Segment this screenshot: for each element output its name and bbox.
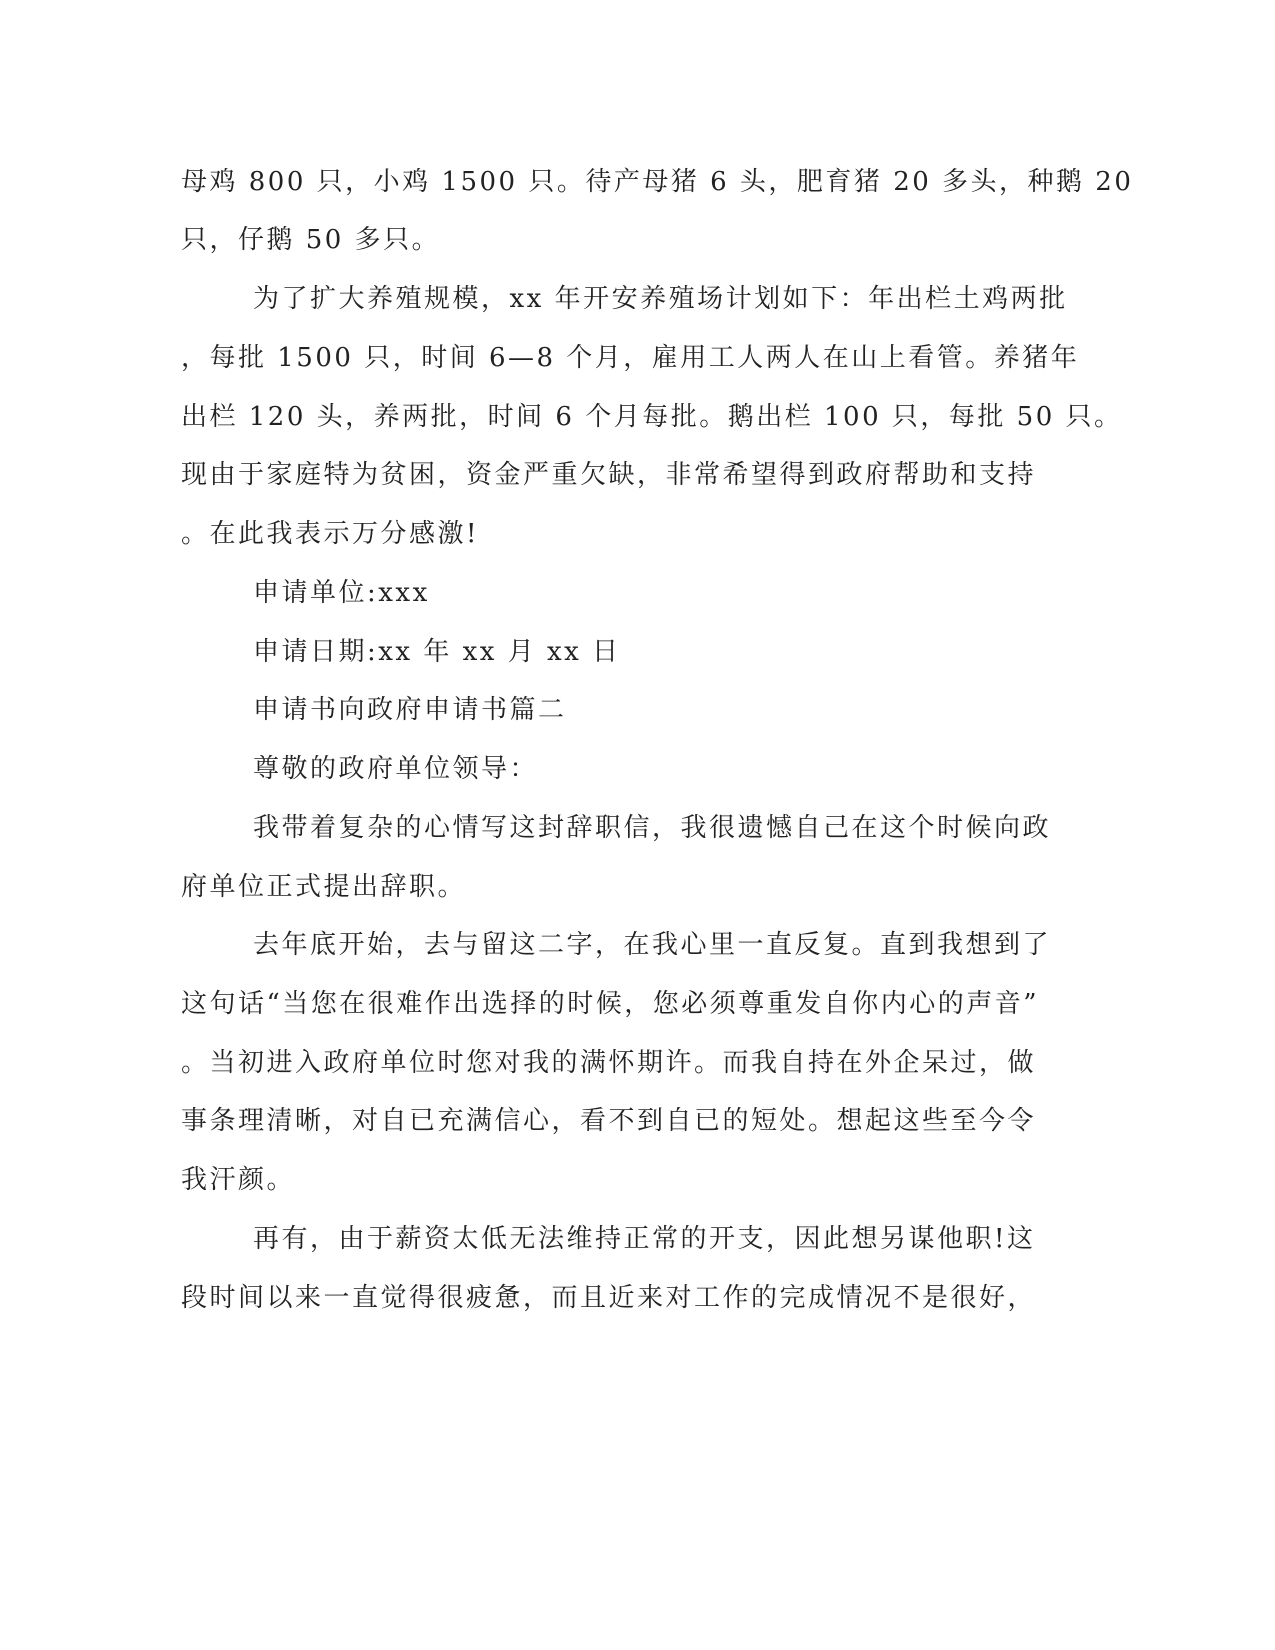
text-line: 再有，由于薪资太低无法维持正常的开支，因此想另谋他职!这 <box>253 1224 1036 1254</box>
text-line: 出栏 120 头，养两批，时间 6 个月每批。鹅出栏 100 只，每批 50 只。 <box>181 402 1123 432</box>
text-line: 事条理清晰，对自已充满信心，看不到自已的短处。想起这些至今令 <box>181 1106 1037 1136</box>
text-line: 。在此我表示万分感激! <box>181 519 479 549</box>
text-line: ，每批 1500 只，时间 6—8 个月，雇用工人两人在山上看管。养猪年 <box>181 343 1080 373</box>
text-line: 去年底开始，去与留这二字，在我心里一直反复。直到我想到了 <box>253 930 1052 960</box>
text-line: 我带着复杂的心情写这封辞职信，我很遗憾自己在这个时候向政 <box>253 813 1052 843</box>
text-line: 申请日期:xx 年 xx 月 xx 日 <box>253 637 621 667</box>
text-line: 申请单位:xxx <box>253 578 430 608</box>
text-line: 母鸡 800 只，小鸡 1500 只。待产母猪 6 头，肥育猪 20 多头，种鹅 20 <box>181 167 1134 197</box>
text-line: 这句话“当您在很难作出选择的时候，您必须尊重发自你内心的声音” <box>181 989 1040 1019</box>
text-line: 现由于家庭特为贫困，资金严重欠缺，非常希望得到政府帮助和支持 <box>181 460 1037 490</box>
text-line: 只，仔鹅 50 多只。 <box>181 225 441 255</box>
text-line: 。当初进入政府单位时您对我的满怀期许。而我自持在外企呆过，做 <box>181 1048 1037 1078</box>
text-line: 我汗颜。 <box>181 1165 296 1195</box>
text-line: 为了扩大养殖规模，xx 年开安养殖场计划如下：年出栏土鸡两批 <box>253 284 1068 314</box>
salutation: 尊敬的政府单位领导： <box>253 754 539 784</box>
text-line: 段时间以来一直觉得很疲惫，而且近来对工作的完成情况不是很好， <box>181 1283 1037 1313</box>
text-line: 府单位正式提出辞职。 <box>181 872 467 902</box>
section-heading: 申请书向政府申请书篇二 <box>253 695 567 725</box>
